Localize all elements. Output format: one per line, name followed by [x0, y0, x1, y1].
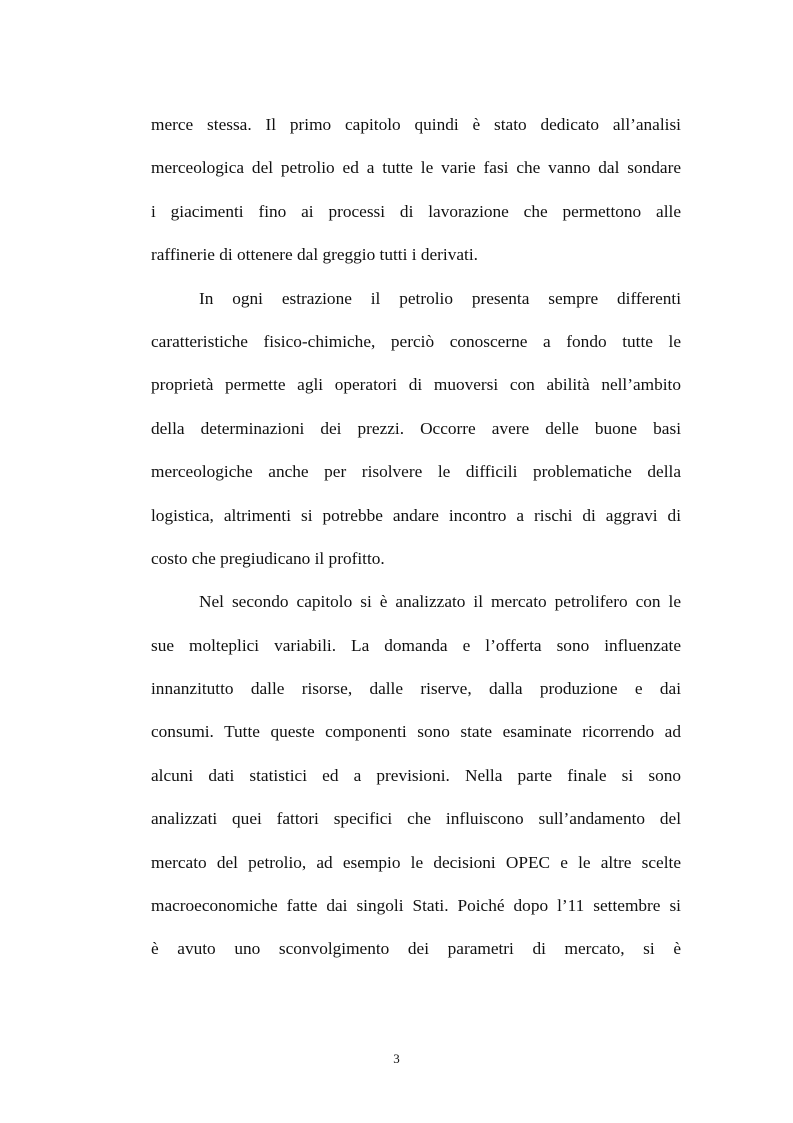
text-line: è avuto uno sconvolgimento dei parametri di mercato, si è: [151, 939, 681, 959]
text-line: costo che pregiudicano il profitto.: [151, 548, 385, 568]
text-line: raffinerie di ottenere dal greggio tutti i derivati.: [151, 245, 478, 265]
text-line: Nel secondo capitolo si è analizzato il mercato petrolifero con le: [199, 592, 681, 612]
page-body: [151, 109, 681, 977]
paragraph-1: [151, 109, 681, 283]
text-line: innanzitutto dalle risorse, dalle riserve, dalla produzione e dai: [151, 679, 681, 699]
text-line: caratteristiche fisico-chimiche, perciò conoscerne a fondo tutte le: [151, 331, 681, 351]
text-line: In ogni estrazione il petrolio presenta sempre differenti: [199, 288, 681, 308]
text-line: mercato del petrolio, ad esempio le decisioni OPEC e le altre scelte: [151, 852, 681, 872]
text-line: della determinazioni dei prezzi. Occorre avere delle buone basi: [151, 418, 681, 438]
page-number: 3: [393, 1051, 400, 1066]
text-line: merce stessa. Il primo capitolo quindi è stato dedicato all’analisi: [151, 115, 681, 134]
text-line: alcuni dati statistici ed a previsioni. Nella parte finale si sono: [151, 765, 681, 785]
text-line: merceologiche anche per risolvere le difficili problematiche della: [151, 462, 681, 482]
paragraph-3: [151, 586, 681, 977]
text-line: merceologica del petrolio ed a tutte le varie fasi che vanno dal sondare: [151, 158, 681, 178]
text-line: sue molteplici variabili. La domanda e l’offerta sono influenzate: [151, 635, 681, 655]
paragraph-2: [151, 283, 681, 587]
text-line: analizzati quei fattori specifici che influiscono sull’andamento del: [151, 809, 681, 829]
text-line: proprietà permette agli operatori di muoversi con abilità nell’ambito: [151, 375, 681, 395]
text-line: logistica, altrimenti si potrebbe andare incontro a rischi di aggravi di: [151, 505, 681, 525]
text-line: macroeconomiche fatte dai singoli Stati. Poiché dopo l’11 settembre si: [151, 896, 681, 916]
text-line: consumi. Tutte queste componenti sono state esaminate ricorrendo ad: [151, 722, 681, 742]
text-line: i giacimenti fino ai processi di lavorazione che permettono alle: [151, 201, 681, 221]
